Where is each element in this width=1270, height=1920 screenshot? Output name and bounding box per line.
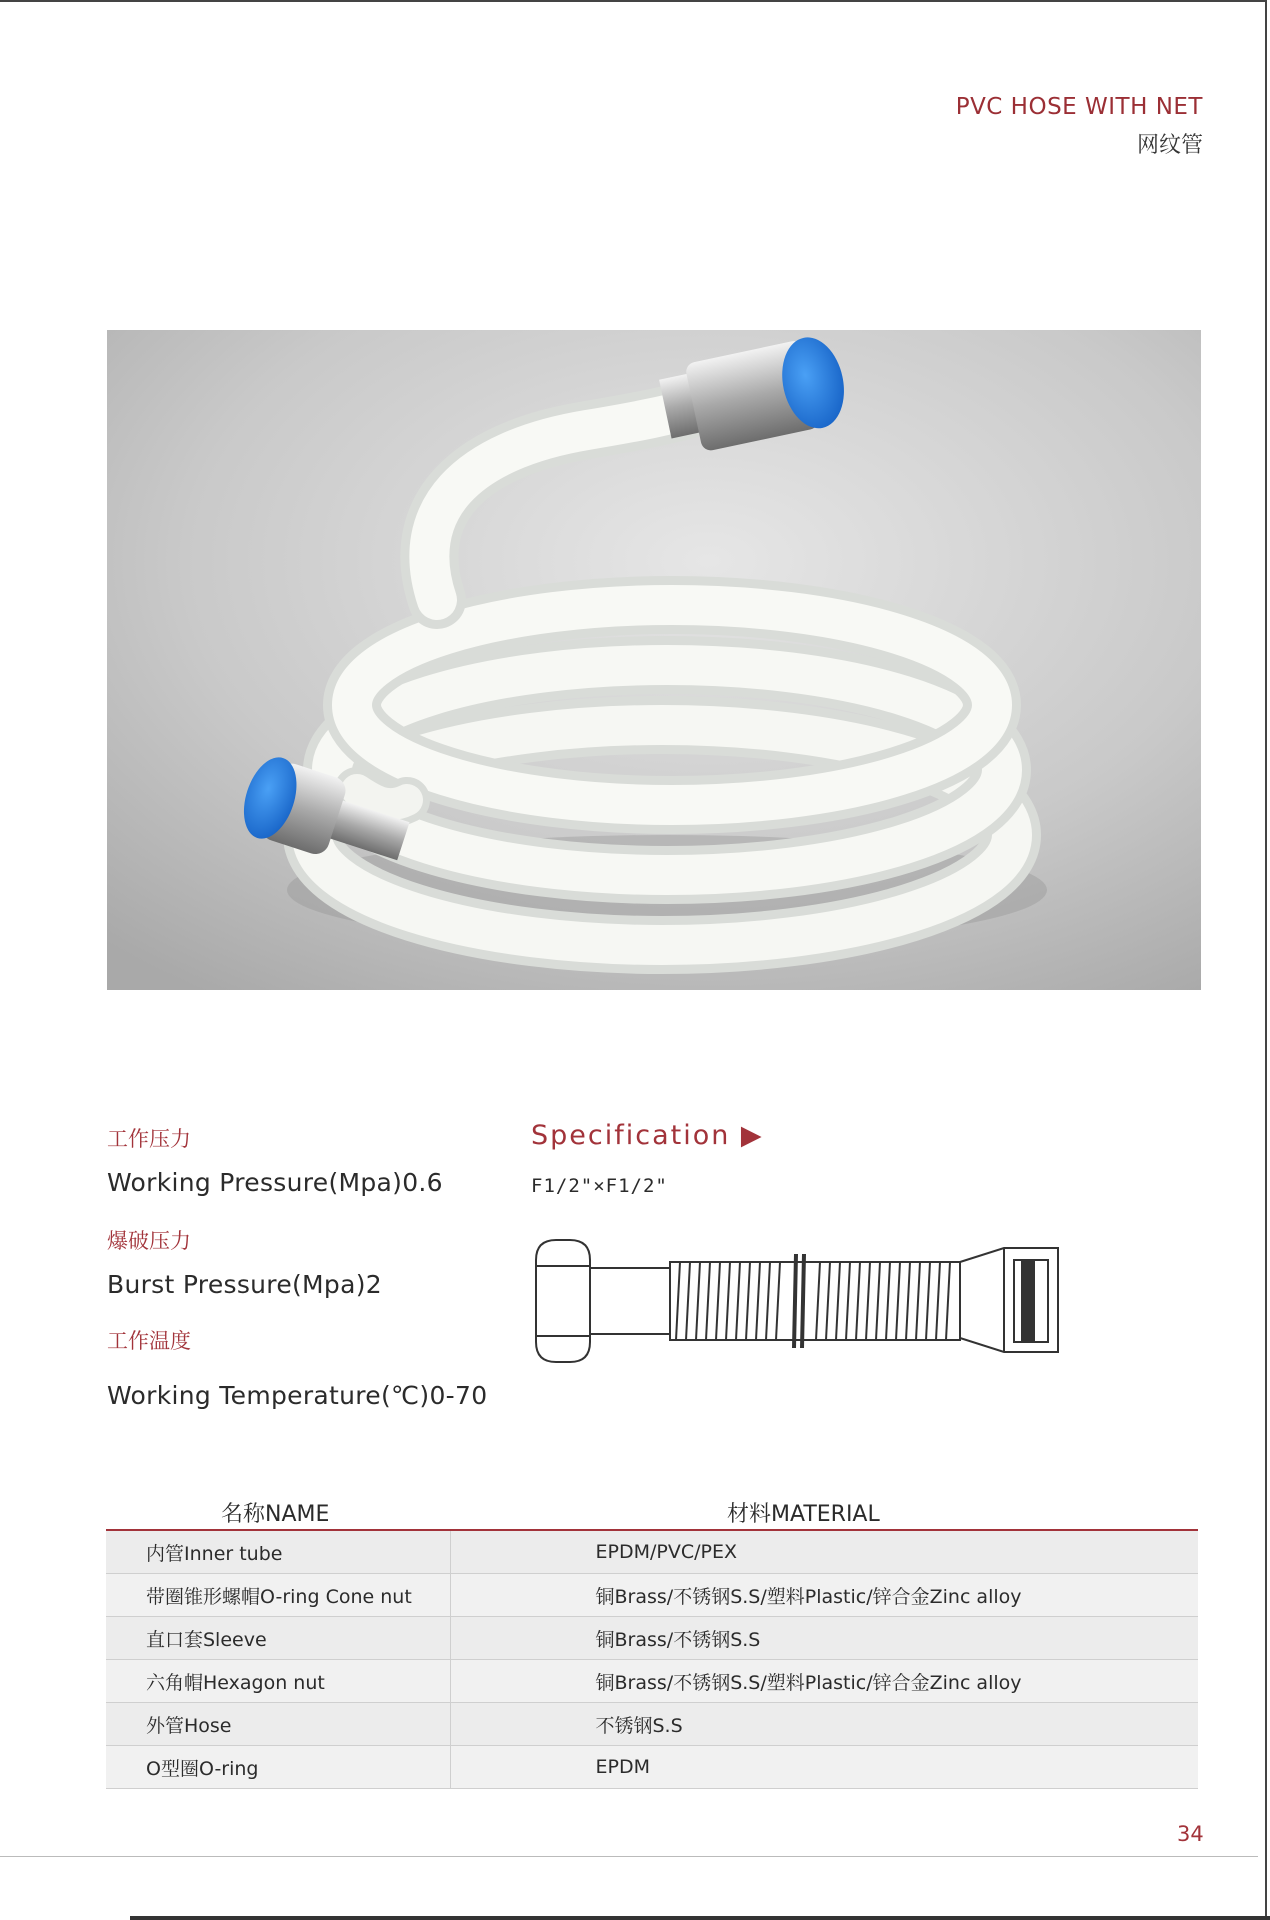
part-name: 带圈锥形螺帽O-ring Cone nut bbox=[106, 1574, 450, 1617]
working-pressure-label-zh: 工作压力 bbox=[107, 1127, 191, 1151]
table-row bbox=[106, 1746, 1198, 1789]
part-name: 内管Inner tube bbox=[106, 1531, 450, 1574]
part-name: 外管Hose bbox=[106, 1703, 450, 1746]
footer-rule bbox=[0, 1856, 1258, 1857]
page-border-bottom bbox=[130, 1916, 1270, 1920]
part-material: EPDM/PVC/PEX bbox=[450, 1531, 1198, 1574]
part-material: 铜Brass/不锈钢S.S/塑料Plastic/锌合金Zinc alloy bbox=[450, 1660, 1198, 1703]
table-header-name: 名称NAME bbox=[221, 1502, 330, 1527]
part-material: EPDM bbox=[450, 1746, 1198, 1789]
specification-title: Specification ▶ bbox=[531, 1120, 764, 1151]
table-row bbox=[106, 1703, 1198, 1746]
working-temperature-value: Working Temperature(℃)0-70 bbox=[107, 1381, 488, 1410]
hose-line-diagram bbox=[532, 1238, 1064, 1364]
part-material: 铜Brass/不锈钢S.S/塑料Plastic/锌合金Zinc alloy bbox=[450, 1574, 1198, 1617]
table-row bbox=[106, 1617, 1198, 1660]
burst-pressure-value: Burst Pressure(Mpa)2 bbox=[107, 1270, 382, 1299]
part-name: O型圈O-ring bbox=[106, 1746, 450, 1789]
part-name: 六角帽Hexagon nut bbox=[106, 1660, 450, 1703]
table-header-material: 材料MATERIAL bbox=[727, 1502, 880, 1527]
specification-size: F1/2"×F1/2" bbox=[531, 1175, 668, 1197]
parts-table bbox=[106, 1531, 1198, 1789]
product-title-en: PVC HOSE WITH NET bbox=[955, 94, 1203, 120]
part-name: 直口套Sleeve bbox=[106, 1617, 450, 1660]
page-number: 34 bbox=[1177, 1822, 1204, 1846]
table-row bbox=[106, 1531, 1198, 1574]
product-photo bbox=[107, 330, 1201, 990]
working-pressure-value: Working Pressure(Mpa)0.6 bbox=[107, 1168, 443, 1197]
part-material: 不锈钢S.S bbox=[450, 1703, 1198, 1746]
table-row bbox=[106, 1660, 1198, 1703]
page-border-top bbox=[0, 0, 1265, 2]
working-temperature-label-zh: 工作温度 bbox=[107, 1329, 191, 1353]
product-title-zh: 网纹管 bbox=[1136, 133, 1203, 158]
part-material: 铜Brass/不锈钢S.S bbox=[450, 1617, 1198, 1660]
burst-pressure-label-zh: 爆破压力 bbox=[107, 1229, 191, 1253]
table-row bbox=[106, 1574, 1198, 1617]
page-border-right bbox=[1265, 0, 1267, 1920]
